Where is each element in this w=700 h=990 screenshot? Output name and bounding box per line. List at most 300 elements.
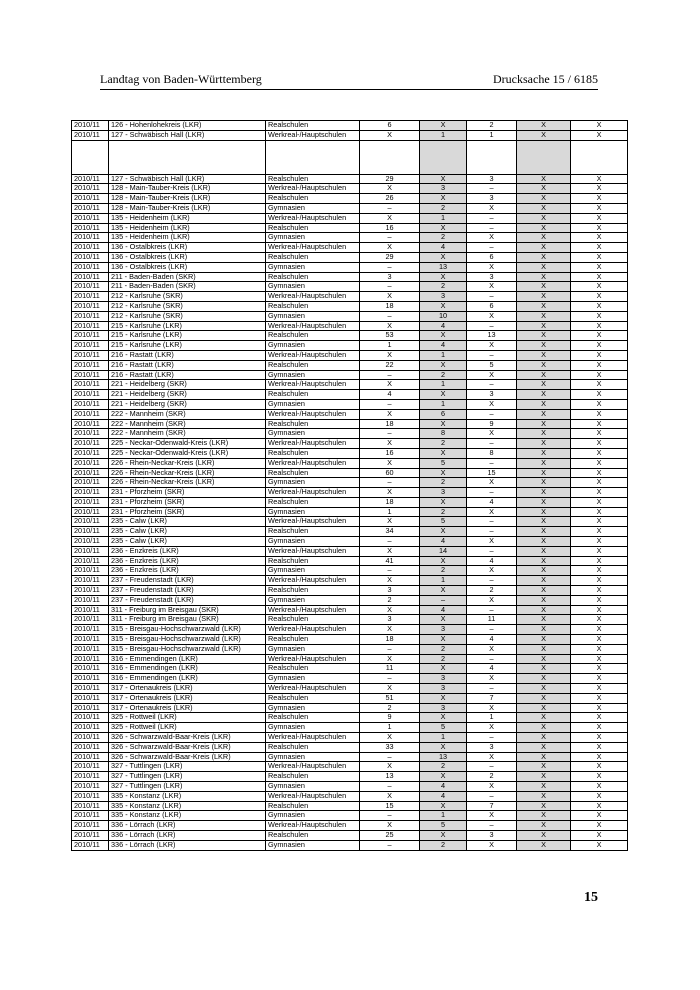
value-cell-3: 4 — [467, 556, 517, 566]
value-cell-1: – — [360, 644, 420, 654]
value-cell-5: X — [571, 703, 628, 713]
value-cell-5: X — [571, 252, 628, 262]
value-cell-1: X — [360, 625, 420, 635]
value-cell-3: – — [467, 733, 517, 743]
value-cell-2: 2 — [420, 644, 467, 654]
value-cell-2: – — [420, 595, 467, 605]
year-cell: 2010/11 — [72, 576, 109, 586]
value-cell-5: X — [571, 733, 628, 743]
value-cell-2: 5 — [420, 821, 467, 831]
value-cell-4: X — [517, 213, 571, 223]
value-cell-4: X — [517, 752, 571, 762]
year-cell: 2010/11 — [72, 674, 109, 684]
year-cell: 2010/11 — [72, 605, 109, 615]
value-cell-5: X — [571, 282, 628, 292]
value-cell-2: 1 — [420, 399, 467, 409]
value-cell-2: X — [420, 360, 467, 370]
table-row — [72, 684, 628, 694]
value-cell-2: 4 — [420, 321, 467, 331]
value-cell-2: 2 — [420, 478, 467, 488]
district-cell: 226 - Rhein-Neckar-Kreis (LKR) — [109, 478, 266, 488]
year-cell: 2010/11 — [72, 635, 109, 645]
value-cell-5: X — [571, 292, 628, 302]
district-cell: 225 - Neckar-Odenwald-Kreis (LKR) — [109, 448, 266, 458]
value-cell-4: X — [517, 130, 571, 140]
value-cell-3: – — [467, 380, 517, 390]
value-cell-3: – — [467, 321, 517, 331]
value-cell-4: X — [517, 223, 571, 233]
value-cell-1: 16 — [360, 223, 420, 233]
value-cell-5: X — [571, 262, 628, 272]
school-type-cell: Werkreal-/Hauptschulen — [266, 130, 360, 140]
value-cell-2: 2 — [420, 233, 467, 243]
year-cell — [72, 140, 109, 174]
value-cell-4: X — [517, 282, 571, 292]
value-cell-5: X — [571, 399, 628, 409]
value-cell-4: X — [517, 272, 571, 282]
value-cell-5: X — [571, 840, 628, 850]
table-row — [72, 507, 628, 517]
school-type-cell: Realschulen — [266, 664, 360, 674]
value-cell-1: X — [360, 321, 420, 331]
table-row — [72, 762, 628, 772]
value-cell-2: X — [420, 713, 467, 723]
value-cell-4: X — [517, 194, 571, 204]
value-cell-1: – — [360, 429, 420, 439]
school-type-cell: Gymnasien — [266, 752, 360, 762]
year-cell: 2010/11 — [72, 703, 109, 713]
table-row — [72, 556, 628, 566]
value-cell-5: X — [571, 331, 628, 341]
table-row — [72, 821, 628, 831]
value-cell-4: X — [517, 203, 571, 213]
value-cell-4: X — [517, 252, 571, 262]
value-cell-1: – — [360, 811, 420, 821]
value-cell-3: 1 — [467, 713, 517, 723]
value-cell-2: 1 — [420, 576, 467, 586]
district-cell: 216 - Rastatt (LKR) — [109, 370, 266, 380]
district-cell: 135 - Heidenheim (LKR) — [109, 213, 266, 223]
value-cell-1: – — [360, 840, 420, 850]
school-type-cell: Gymnasien — [266, 370, 360, 380]
year-cell: 2010/11 — [72, 733, 109, 743]
value-cell-5: X — [571, 742, 628, 752]
year-cell: 2010/11 — [72, 223, 109, 233]
value-cell-4: X — [517, 301, 571, 311]
table-row — [72, 311, 628, 321]
value-cell-3: 3 — [467, 272, 517, 282]
school-type-cell: Realschulen — [266, 360, 360, 370]
year-cell: 2010/11 — [72, 262, 109, 272]
value-cell-3: 8 — [467, 448, 517, 458]
value-cell-2: X — [420, 419, 467, 429]
school-type-cell: Gymnasien — [266, 233, 360, 243]
table-row — [72, 742, 628, 752]
value-cell-2: 2 — [420, 507, 467, 517]
district-cell: 235 - Calw (LKR) — [109, 537, 266, 547]
value-cell-1: 1 — [360, 341, 420, 351]
value-cell-5: X — [571, 644, 628, 654]
table-row — [72, 203, 628, 213]
value-cell-5: X — [571, 654, 628, 664]
value-cell-3: – — [467, 762, 517, 772]
district-cell: 136 - Ostalbkreis (LKR) — [109, 252, 266, 262]
district-cell: 327 - Tuttlingen (LKR) — [109, 762, 266, 772]
value-cell-4: X — [517, 507, 571, 517]
document-number: Drucksache 15 / 6185 — [493, 72, 598, 86]
school-type-cell: Werkreal-/Hauptschulen — [266, 605, 360, 615]
value-cell-5: X — [571, 674, 628, 684]
value-cell-2: 5 — [420, 517, 467, 527]
school-type-cell: Realschulen — [266, 693, 360, 703]
table-row — [72, 140, 628, 174]
value-cell-1: – — [360, 566, 420, 576]
value-cell-2: 3 — [420, 684, 467, 694]
value-cell-3: X — [467, 370, 517, 380]
value-cell-5: X — [571, 782, 628, 792]
school-type-cell: Realschulen — [266, 713, 360, 723]
school-type-cell: Realschulen — [266, 497, 360, 507]
value-cell-3 — [467, 140, 517, 174]
value-cell-1: X — [360, 439, 420, 449]
table-row — [72, 301, 628, 311]
value-cell-5: X — [571, 693, 628, 703]
value-cell-3: 9 — [467, 419, 517, 429]
school-type-cell: Realschulen — [266, 801, 360, 811]
district-cell: 326 - Schwarzwald-Baar-Kreis (LKR) — [109, 733, 266, 743]
value-cell-5: X — [571, 429, 628, 439]
value-cell-3: – — [467, 243, 517, 253]
value-cell-5: X — [571, 762, 628, 772]
value-cell-3: – — [467, 458, 517, 468]
value-cell-3: – — [467, 527, 517, 537]
district-cell: 212 - Karlsruhe (SKR) — [109, 292, 266, 302]
value-cell-5: X — [571, 223, 628, 233]
year-cell: 2010/11 — [72, 546, 109, 556]
year-cell: 2010/11 — [72, 684, 109, 694]
value-cell-5: X — [571, 409, 628, 419]
value-cell-4: X — [517, 723, 571, 733]
value-cell-3: X — [467, 595, 517, 605]
table-row — [72, 439, 628, 449]
value-cell-1: – — [360, 478, 420, 488]
value-cell-3: – — [467, 821, 517, 831]
value-cell-4: X — [517, 390, 571, 400]
value-cell-5: X — [571, 752, 628, 762]
value-cell-2: X — [420, 615, 467, 625]
table-row — [72, 399, 628, 409]
value-cell-2: 10 — [420, 311, 467, 321]
value-cell-1: 6 — [360, 121, 420, 131]
district-cell: 316 - Emmendingen (LKR) — [109, 664, 266, 674]
value-cell-4: X — [517, 644, 571, 654]
value-cell-5: X — [571, 791, 628, 801]
year-cell: 2010/11 — [72, 252, 109, 262]
value-cell-5: X — [571, 517, 628, 527]
value-cell-2: X — [420, 301, 467, 311]
value-cell-5: X — [571, 390, 628, 400]
value-cell-3: 3 — [467, 194, 517, 204]
year-cell: 2010/11 — [72, 419, 109, 429]
value-cell-4: X — [517, 840, 571, 850]
school-type-cell: Realschulen — [266, 742, 360, 752]
value-cell-1: X — [360, 243, 420, 253]
year-cell: 2010/11 — [72, 184, 109, 194]
year-cell: 2010/11 — [72, 331, 109, 341]
value-cell-2: X — [420, 742, 467, 752]
value-cell-3: 4 — [467, 635, 517, 645]
value-cell-5: X — [571, 723, 628, 733]
school-type-cell: Realschulen — [266, 772, 360, 782]
value-cell-4: X — [517, 586, 571, 596]
value-cell-2: X — [420, 223, 467, 233]
value-cell-4: X — [517, 292, 571, 302]
district-cell: 316 - Emmendingen (LKR) — [109, 654, 266, 664]
value-cell-1: 1 — [360, 723, 420, 733]
school-type-cell: Werkreal-/Hauptschulen — [266, 184, 360, 194]
year-cell: 2010/11 — [72, 654, 109, 664]
value-cell-1: X — [360, 488, 420, 498]
value-cell-2: X — [420, 830, 467, 840]
school-type-cell: Werkreal-/Hauptschulen — [266, 517, 360, 527]
value-cell-2: 3 — [420, 184, 467, 194]
table-row — [72, 448, 628, 458]
district-cell: 216 - Rastatt (LKR) — [109, 360, 266, 370]
value-cell-4: X — [517, 595, 571, 605]
value-cell-4: X — [517, 654, 571, 664]
value-cell-2 — [420, 140, 467, 174]
value-cell-5: X — [571, 272, 628, 282]
value-cell-3: X — [467, 782, 517, 792]
district-cell: 236 - Enzkreis (LKR) — [109, 546, 266, 556]
table-row — [72, 282, 628, 292]
value-cell-1: – — [360, 399, 420, 409]
value-cell-1: 15 — [360, 801, 420, 811]
value-cell-5: X — [571, 121, 628, 131]
value-cell-1: X — [360, 684, 420, 694]
value-cell-2: 4 — [420, 605, 467, 615]
value-cell-4: X — [517, 821, 571, 831]
value-cell-2: X — [420, 497, 467, 507]
value-cell-5: X — [571, 448, 628, 458]
school-type-cell: Realschulen — [266, 194, 360, 204]
district-cell — [109, 140, 266, 174]
year-cell: 2010/11 — [72, 439, 109, 449]
year-cell: 2010/11 — [72, 693, 109, 703]
district-cell: 127 - Schwäbisch Hall (LKR) — [109, 174, 266, 184]
value-cell-3: 4 — [467, 664, 517, 674]
school-type-cell: Gymnasien — [266, 566, 360, 576]
year-cell: 2010/11 — [72, 742, 109, 752]
school-type-cell: Werkreal-/Hauptschulen — [266, 409, 360, 419]
district-cell: 231 - Pforzheim (SKR) — [109, 497, 266, 507]
district-cell: 327 - Tuttlingen (LKR) — [109, 782, 266, 792]
district-cell: 221 - Heidelberg (SKR) — [109, 390, 266, 400]
table-row — [72, 292, 628, 302]
value-cell-3: – — [467, 292, 517, 302]
value-cell-4: X — [517, 713, 571, 723]
value-cell-5: X — [571, 713, 628, 723]
value-cell-2: 6 — [420, 409, 467, 419]
table-row — [72, 243, 628, 253]
district-cell: 325 - Rottweil (LKR) — [109, 713, 266, 723]
school-type-cell: Gymnasien — [266, 595, 360, 605]
value-cell-1: X — [360, 546, 420, 556]
district-cell: 336 - Lörrach (LKR) — [109, 821, 266, 831]
district-cell: 212 - Karlsruhe (SKR) — [109, 311, 266, 321]
value-cell-3: 3 — [467, 390, 517, 400]
school-type-cell: Gymnasien — [266, 478, 360, 488]
table-row — [72, 811, 628, 821]
value-cell-4: X — [517, 341, 571, 351]
value-cell-5: X — [571, 203, 628, 213]
year-cell: 2010/11 — [72, 791, 109, 801]
year-cell: 2010/11 — [72, 615, 109, 625]
district-cell: 236 - Enzkreis (LKR) — [109, 566, 266, 576]
value-cell-1: X — [360, 762, 420, 772]
year-cell: 2010/11 — [72, 380, 109, 390]
table-row — [72, 497, 628, 507]
value-cell-4: X — [517, 537, 571, 547]
value-cell-2: 3 — [420, 292, 467, 302]
year-cell: 2010/11 — [72, 595, 109, 605]
table-row — [72, 233, 628, 243]
value-cell-3: – — [467, 409, 517, 419]
year-cell: 2010/11 — [72, 762, 109, 772]
school-type-cell: Gymnasien — [266, 262, 360, 272]
table-row — [72, 830, 628, 840]
school-type-cell: Gymnasien — [266, 644, 360, 654]
district-cell: 325 - Rottweil (LKR) — [109, 723, 266, 733]
school-type-cell: Realschulen — [266, 252, 360, 262]
value-cell-3: – — [467, 350, 517, 360]
value-cell-1: 33 — [360, 742, 420, 752]
district-cell: 231 - Pforzheim (SKR) — [109, 488, 266, 498]
value-cell-3: – — [467, 517, 517, 527]
table-row — [72, 615, 628, 625]
table-row — [72, 782, 628, 792]
value-cell-2: 1 — [420, 733, 467, 743]
value-cell-2: X — [420, 331, 467, 341]
value-cell-4: X — [517, 488, 571, 498]
value-cell-3: 7 — [467, 693, 517, 703]
value-cell-4 — [517, 140, 571, 174]
table-row — [72, 350, 628, 360]
school-type-cell: Realschulen — [266, 272, 360, 282]
table-row — [72, 213, 628, 223]
page-number: 15 — [584, 890, 598, 905]
table-row — [72, 527, 628, 537]
value-cell-3: – — [467, 684, 517, 694]
table-row — [72, 429, 628, 439]
school-type-cell: Realschulen — [266, 223, 360, 233]
value-cell-2: 2 — [420, 370, 467, 380]
district-cell: 216 - Rastatt (LKR) — [109, 350, 266, 360]
value-cell-1: 29 — [360, 174, 420, 184]
value-cell-5: X — [571, 311, 628, 321]
value-cell-5: X — [571, 830, 628, 840]
year-cell: 2010/11 — [72, 341, 109, 351]
school-type-cell: Realschulen — [266, 635, 360, 645]
value-cell-5: X — [571, 243, 628, 253]
value-cell-2: X — [420, 468, 467, 478]
value-cell-5: X — [571, 458, 628, 468]
value-cell-4: X — [517, 703, 571, 713]
value-cell-3: X — [467, 341, 517, 351]
value-cell-5: X — [571, 821, 628, 831]
value-cell-5: X — [571, 321, 628, 331]
year-cell: 2010/11 — [72, 311, 109, 321]
year-cell: 2010/11 — [72, 644, 109, 654]
district-cell: 237 - Freudenstadt (LKR) — [109, 595, 266, 605]
school-type-cell: Realschulen — [266, 586, 360, 596]
value-cell-2: X — [420, 635, 467, 645]
value-cell-5: X — [571, 507, 628, 517]
value-cell-4: X — [517, 625, 571, 635]
value-cell-3: – — [467, 439, 517, 449]
value-cell-4: X — [517, 556, 571, 566]
value-cell-5: X — [571, 439, 628, 449]
value-cell-3: – — [467, 791, 517, 801]
year-cell: 2010/11 — [72, 517, 109, 527]
school-type-cell: Realschulen — [266, 527, 360, 537]
table-row — [72, 478, 628, 488]
value-cell-4: X — [517, 527, 571, 537]
value-cell-3: X — [467, 644, 517, 654]
value-cell-5: X — [571, 527, 628, 537]
table-row — [72, 488, 628, 498]
table-row — [72, 723, 628, 733]
year-cell: 2010/11 — [72, 713, 109, 723]
value-cell-3: X — [467, 566, 517, 576]
year-cell: 2010/11 — [72, 664, 109, 674]
value-cell-2: X — [420, 556, 467, 566]
value-cell-1: X — [360, 791, 420, 801]
district-cell: 135 - Heidenheim (LKR) — [109, 233, 266, 243]
table-row — [72, 360, 628, 370]
table-row — [72, 752, 628, 762]
value-cell-4: X — [517, 458, 571, 468]
value-cell-3: X — [467, 674, 517, 684]
value-cell-4: X — [517, 811, 571, 821]
value-cell-1: 22 — [360, 360, 420, 370]
year-cell: 2010/11 — [72, 370, 109, 380]
school-type-cell: Gymnasien — [266, 429, 360, 439]
value-cell-3: – — [467, 488, 517, 498]
value-cell-2: 4 — [420, 243, 467, 253]
value-cell-4: X — [517, 233, 571, 243]
district-cell: 317 - Ortenaukreis (LKR) — [109, 703, 266, 713]
value-cell-2: 8 — [420, 429, 467, 439]
value-cell-5: X — [571, 625, 628, 635]
value-cell-3: X — [467, 507, 517, 517]
value-cell-2: 3 — [420, 674, 467, 684]
year-cell: 2010/11 — [72, 233, 109, 243]
year-cell: 2010/11 — [72, 390, 109, 400]
value-cell-5: X — [571, 684, 628, 694]
value-cell-2: 1 — [420, 130, 467, 140]
year-cell: 2010/11 — [72, 272, 109, 282]
district-cell: 235 - Calw (LKR) — [109, 517, 266, 527]
value-cell-5: X — [571, 772, 628, 782]
table-row — [72, 130, 628, 140]
table-row — [72, 703, 628, 713]
table-row — [72, 272, 628, 282]
value-cell-1: – — [360, 370, 420, 380]
value-cell-1: X — [360, 350, 420, 360]
value-cell-3: – — [467, 625, 517, 635]
table-row — [72, 468, 628, 478]
